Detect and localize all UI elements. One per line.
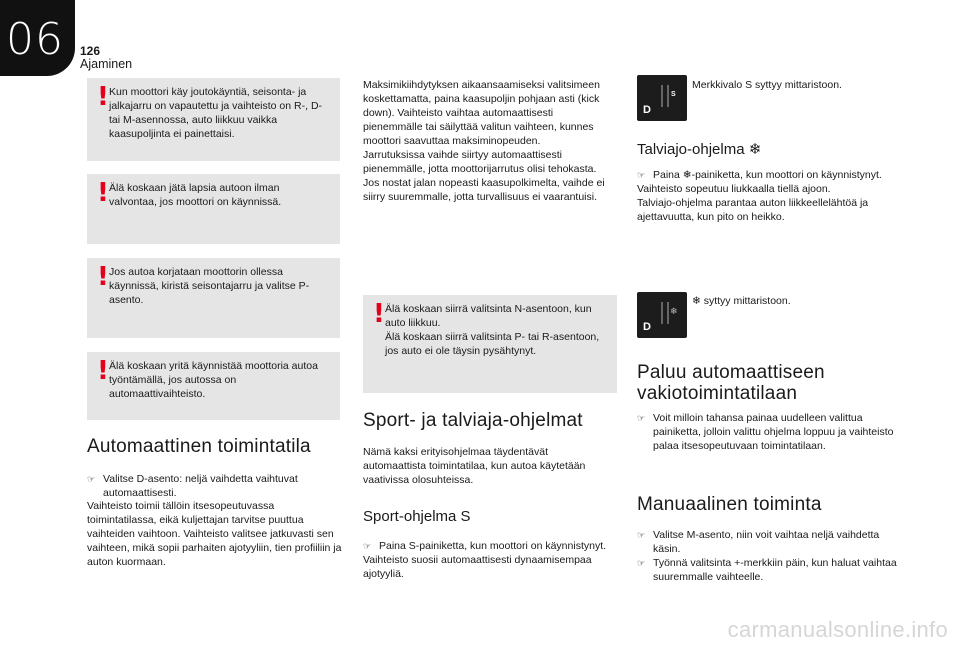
- arrow-bullet-icon: ☞: [87, 474, 96, 484]
- section-title: Ajaminen: [80, 57, 133, 71]
- exclamation-icon: !: [97, 262, 109, 292]
- bullet-text: Paina S-painiketta, kun moottori on käynnistynyt.: [379, 540, 607, 552]
- warning-text-pr: Älä koskaan siirrä valitsinta P- tai R-asentoon, jos auto ei ole täysin pysähtynyt.: [385, 331, 600, 357]
- braking-text: Jarrutuksissa vaihde siirtyy automaattisesti pienemmälle, jotta moottorijarrutus olisi tehokasta.: [363, 149, 597, 175]
- warning-box-children: [87, 174, 340, 244]
- bullet-auto-select-d: [87, 472, 342, 502]
- chapter-tab: [0, 0, 75, 76]
- sport-light-text: Merkkivalo S syttyy mittaristoon.: [692, 79, 842, 91]
- sport-text: Vaihteisto suosii automaattisesti dynaamisempaa ajotyyliä.: [363, 554, 592, 580]
- warning-box-push-start: [87, 352, 340, 420]
- heading-manual-mode: Manuaalinen toiminta: [637, 494, 822, 515]
- warning-text-n: Älä koskaan siirrä valitsinta N-asentoon, kun auto liikkuu.: [385, 303, 592, 329]
- bullet-manual-push-plus: [637, 556, 897, 584]
- arrow-bullet-icon: ☞: [637, 558, 646, 568]
- exclamation-icon: !: [97, 178, 109, 208]
- bullet-winter-press: [637, 168, 897, 183]
- watermark: carmanualsonline.info: [727, 617, 948, 642]
- heading-sport-program: Sport-ohjelma S: [363, 508, 471, 525]
- warning-text: Jos autoa korjataan moottorin ollessa käynnissä, kiristä seisontajarru ja valitse P-asento.: [109, 266, 310, 306]
- arrow-bullet-icon: ☞: [637, 413, 646, 423]
- warning-text: Kun moottori käy joutokäyntiä, seisonta- ja jalkajarru on vapautettu ja vaihteisto on R-, D- tai M-asennossa, auto liikkuu vaikka kaasupoljinta ei painettaisi.: [109, 86, 323, 140]
- bullet-text: Valitse D-asento: neljä vaihdetta vaihtuvat automaattisesti.: [103, 473, 298, 499]
- heading-auto-mode: Automaattinen toimintatila: [87, 436, 311, 457]
- exclamation-icon: !: [373, 299, 385, 329]
- bullet-text: Paina ❄-painiketta, kun moottori on käynnistynyt.: [653, 169, 882, 181]
- chapter-number: 06: [6, 14, 64, 65]
- warning-box-idle: [87, 78, 340, 161]
- warning-box-repair: [87, 258, 340, 338]
- arrow-bullet-icon: ☞: [637, 530, 646, 540]
- arrow-bullet-icon: ☞: [637, 170, 646, 180]
- accel-release-text: Jos nostat jalan nopeasti kaasupolkimelta, vaihde ei siirry suuremmalle, jotta turvallisuus ei vaarantuisi.: [363, 177, 605, 203]
- bullet-text: Valitse M-asento, niin voit vaihtaa neljä vaihdetta käsin.: [653, 529, 880, 555]
- bullet-text: Voit milloin tahansa painaa uudelleen valittua painiketta, jolloin valittu ohjelma loppuu ja vaihteisto palaa itsesopeutuvaan toimintatilaan.: [653, 412, 894, 452]
- sport-indicator-icon: D S: [637, 75, 687, 121]
- bullet-sport-press: [363, 539, 618, 554]
- auto-mode-text: Vaihteisto toimii tällöin itsesopeutuvassa toimintatilassa, eikä kuljettajan tarvitse puuttua vaihteiden vaihtoon. Vaihteisto valitsee jatkuvasti sen vaihteen, mikä sopii parhaiten ajotyyliin, tien profiiliin ja auton kuormaan.: [87, 500, 342, 568]
- warning-text: Älä koskaan yritä käynnistää moottoria autoa työntämällä, jos autossa on automaattivaihteisto.: [109, 360, 318, 400]
- arrow-bullet-icon: ☞: [363, 541, 372, 551]
- warning-text: Älä koskaan jätä lapsia autoon ilman valvontaa, jos moottori on käynnissä.: [109, 182, 282, 208]
- heading-return-auto: Paluu automaattiseen vakiotoimintatilaan: [637, 362, 825, 404]
- exclamation-icon: !: [97, 356, 109, 386]
- kickdown-text: Maksimikiihdytyksen aikaansaamiseksi valitsimeen koskettamatta, paina kaasupoljin pohjaan asti (kick down). Vaihteisto vaihtaa automaattisesti pienemmälle tai säilyttää valitun vaihteen, kunnes moottori saavuttaa maksiminopeuden.: [363, 79, 600, 147]
- snowflake-indicator-icon: D ❄: [637, 292, 687, 338]
- heading-winter-program: Talviajo-ohjelma ❄: [637, 141, 762, 158]
- bullet-return-auto: [637, 411, 897, 456]
- programs-text: Nämä kaksi erityisohjelmaa täydentävät automaattista toimintatilaa, kun autoa käytetään vaativissa olosuhteissa.: [363, 446, 586, 486]
- bullet-manual-select-m: [637, 528, 897, 556]
- snow-light-text: ❄ syttyy mittaristoon.: [692, 295, 791, 307]
- heading-programs: Sport- ja talviaja-ohjelmat: [363, 410, 583, 431]
- bullet-text: Työnnä valitsinta +-merkkiin päin, kun haluat vaihtaa suuremmalle vaihteelle.: [653, 557, 897, 583]
- winter-text-2: Talviajo-ohjelma parantaa auton liikkeellelähtöä ja ajettavuutta, kun pito on heikko.: [637, 197, 869, 223]
- exclamation-icon: !: [97, 82, 109, 112]
- winter-text-1: Vaihteisto sopeutuu liukkaalla tiellä ajoon.: [637, 183, 831, 195]
- page-number: 126: [80, 44, 101, 58]
- warning-box-gear-select: [363, 295, 617, 393]
